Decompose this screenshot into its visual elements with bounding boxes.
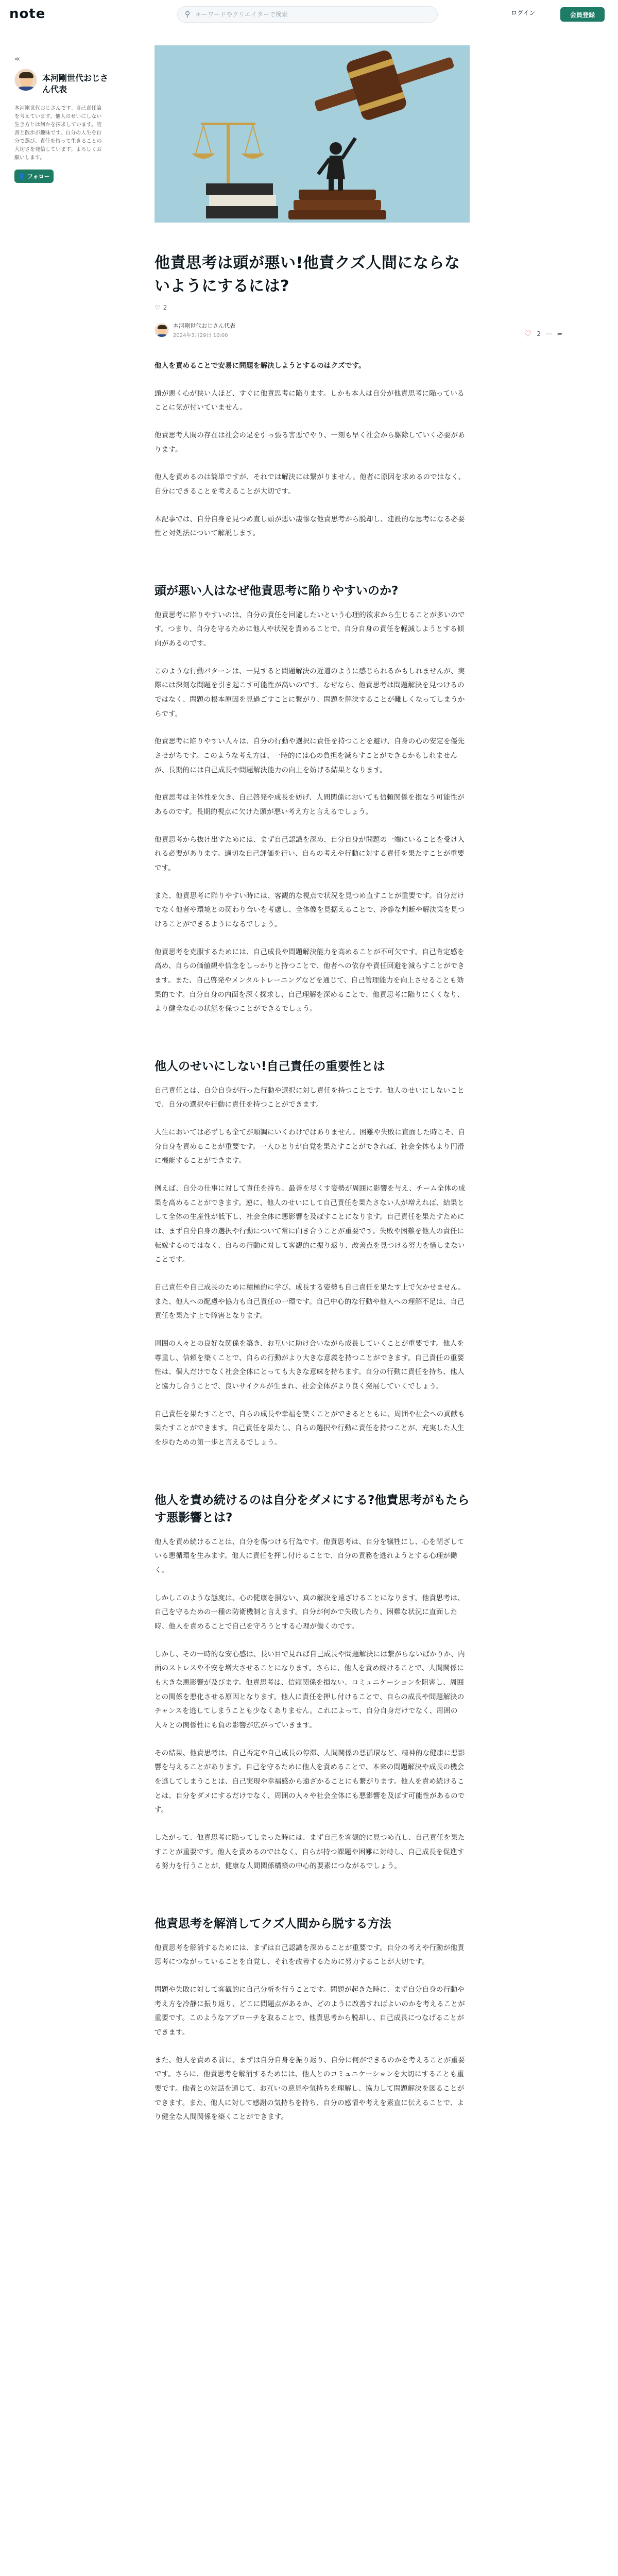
follow-label: フォロー	[27, 173, 50, 180]
article-body	[154, 359, 470, 2125]
more-icon[interactable]: ⋯	[545, 330, 552, 337]
paragraph: しかしこのような態度は、心の健康を損ない、真の解決を遠ざけることになります。他責思考は、自己を守るための一種の防衛機制と言えます。自分が何かで失敗したり、困難な状況に直面した時、他人を責めることで自己を守ろうとする心理が働くのです。	[154, 1594, 465, 1631]
paragraph: 自己責任や自己成長のために積極的に学び、成長する姿勢も自己責任を果たす上で欠かせません。また、他人への配慮や協力も自己責任の一環です。自己中心的な行動や他人への理解不足は、自己責任を果たす上で障害となります。	[154, 1283, 466, 1320]
author-bio: 本河剛世代おじさんです。自己責任論を考えています。他人のせいにしない生き方とは何かを探求しています。読書と散歩が趣味です。自分の人生を自分で選び、責任を持って生きることの大切さを発信しています。よろしくお願いします。	[14, 106, 102, 161]
paragraph: 他人を責めることで安易に問題を解決しようとするのはクズです。	[154, 362, 366, 370]
paragraph: その結果、他責思考は、自己否定や自己成長の停滞、人間関係の悪循環など、精神的な健康に悪影響を与えることがあります。自己を守るために他人を責めることで、本来の問題解決や成長の機会を逃してしまうことは、自己実現や幸福感から遠ざかることにも繋がります。他人を責め続けることは、自分をダメにするだけでなく、周囲の人々や社会全体にも悪影響を及ぼす可能性があるのです。	[154, 1749, 465, 1815]
paragraph: 頭が悪く心が狭い人ほど、すぐに他責思考に陥ります。しかも本人は自分が他責思考に陥っていることに気が付いていません。	[154, 389, 465, 412]
login-link[interactable]: ログイン	[511, 9, 536, 16]
gavel-scales-illustration	[154, 45, 470, 223]
paragraph: 他責思考に陥りやすい人々は、自分の行動や選択に責任を持つことを避け、自身の心の安定を優先させがちです。このような考え方は、一時的には心の負担を減らすことができるかもしれませんが、長期的には自己成長や問題解決能力の向上を妨げる結果となります。	[154, 737, 465, 774]
paragraph: また、他責思考に陥りやすい時には、客観的な視点で状況を見つめ直すことが重要です。自分だけでなく他者や環境との関わり合いを考慮し、全体像を見据えることで、冷静な判断や解決策を見つけることができるようになるでしょう。	[154, 891, 465, 928]
byline	[154, 321, 470, 338]
paragraph: 本記事では、自分自身を見つめ直し頭が悪い凄惨な他責思考から脱却し、建設的な思考になる必要性と対処法について解説します。	[154, 515, 465, 538]
hero-image	[154, 45, 470, 223]
paragraph: 他責思考に陥りやすいのは、自分の責任を回避したいという心理的欲求から生じることが多いのです。つまり、自分を守るために他人や状況を責めることで、自分自身の責任を軽減しようとする傾向があるのです。	[154, 611, 465, 648]
section-heading: 他人のせいにしない!自己責任の重要性とは	[154, 1060, 385, 1073]
paragraph: 他責思考から抜け出すためには、まず自己認識を深め、自分自身が問題の一端にいることを受け入れる必要があります。適切な自己評価を行い、自らの考えや行動に対する責任を果たすことが重要です。	[154, 835, 465, 872]
search-input[interactable]	[195, 11, 411, 18]
site-header	[0, 0, 618, 29]
paragraph: 自己責任とは、自分自身が行った行動や選択に対し責任を持つことです。他人のせいにしないことで、自分の選択や行動に責任を持つことができます。	[154, 1086, 465, 1109]
paragraph: 例えば、自分の仕事に対して責任を持ち、最善を尽くす姿勢が周囲に影響を与え、チーム全体の成果を高めることができます。逆に、他人のせいにして自己責任を果たさない人が増えれば、結果として全体の生産性が低下し、社会全体に悪影響を及ぼすことになります。自己責任を果たすためには、まず自分自身の選択や行動について常に向き合うことが重要です。失敗や困難を他人の責任に転嫁するのではなく、自らの行動に対して客観的に振り返り、改善点を見つける努力を惜しまないことです。	[154, 1184, 466, 1264]
share-icon[interactable]: ➦	[557, 330, 563, 337]
paragraph: 他人を責めるのは簡単ですが、それでは解決には繋がりません。他者に原因を求めるのではなく、自分にできることを考えることが大切です。	[154, 473, 466, 496]
paragraph: 他責思考は主体性を欠き、自己啓発や成長を妨げ、人間関係においても信頼関係を損なう可能性があるのです。長期的視点に欠けた頭が悪い考え方と言えるでしょう。	[154, 793, 465, 816]
section-heading: 他人を責め続けるのは自分をダメにする?他責思考がもたらす悪影響とは?	[154, 1493, 470, 1525]
paragraph: 周囲の人々との良好な関係を築き、お互いに助け合いながら成長していくことが重要です。他人を尊重し、信頼を築くことで、自らの行動がより大きな意義を持つことができます。自己責任の重要性は、個人だけでなく社会全体にとっても大きな意味を持ちます。自分の行動に責任を持ち、他人と協力し合うことで、良いサイクルが生まれ、社会全体がより良く発展していくでしょう。	[154, 1339, 465, 1391]
section-heading: 頭が悪い人はなぜ他責思考に陥りやすいのか?	[154, 584, 399, 598]
follow-button[interactable]	[14, 170, 54, 183]
author-avatar[interactable]	[14, 69, 37, 91]
heart-outline-icon[interactable]: ♡	[154, 304, 160, 311]
paragraph: また、他人を責める前に、まずは自分自身を振り返り、自分に何ができるのかを考えることが重要です。さらに、他責思考を解消するためには、他人とのコミュニケーションを大切にすることも重要です。他者との対話を通じて、お互いの意見や気持ちを理解し、協力して問題解決を図ることができます。また、他人に対して感謝の気持ちを持ち、自分の感情や考えを素直に伝えることで、より健全な人間関係を築くことができます。	[154, 2056, 465, 2122]
person-add-icon: 👤	[18, 173, 26, 180]
paragraph: 自己責任を果たすことで、自らの成長や幸福を築くことができるとともに、周囲や社会への貢献も果たすことができます。自己責任を果たし、自らの選択や行動に責任を持つことが、充実した人生を歩むための第一歩と言えるでしょう。	[154, 1410, 465, 1447]
paragraph: しかし、その一時的な安心感は、長い目で見れば自己成長や問題解決には繋がらないばかりか、内面のストレスや不安を増大させることになります。さらに、他人を責め続けることで、人間関係にも大きな悪影響が及びます。他責思考は、信頼関係を損ない、コミュニケーションを阻害し、周囲との関係を悪化させる原因となります。他人に責任を押し付けることで、自らの成長や問題解決のチャンスを逃してしまうことも少なくありません。これによって、自分自身だけでなく、周囲の人々との関係性にも負の影響が広がっていきます。	[154, 1650, 465, 1730]
paragraph: このような行動パターンは、一見すると問題解決の近道のように感じられるかもしれませんが、実際には深刻な問題を引き起こす可能性が高いのです。なぜなら、他責思考は問題解決を見つけるのではなく、問題の根本原因を見過ごすことに繋がり、問題を解決することが難しくなってしまうからです。	[154, 667, 465, 718]
author-name[interactable]: 本河剛世代おじさん代表	[42, 73, 109, 95]
note-logo[interactable]: note	[9, 6, 46, 22]
paragraph: 他人を責め続けることは、自分を傷つける行為です。他責思考は、自分を犠牲にし、心を閉ざしている悪循環を生みます。他人に責任を押し付けることで、自分の責務を逃れようとする心理が働く。	[154, 1537, 465, 1574]
paragraph: 他責思考を克服するためには、自己成長や問題解決能力を高めることが不可欠です。自己肯定感を高め、自らの価値観や信念をしっかりと持つことで、他者への依存や責任回避を減らすことができます。また、自己啓発やメンタルトレーニングなどを通じて、自己管理能力を向上させることも効果的です。自分自身の内面を深く探求し、自己理解を深めることで、他責思考に陥りにくくなり、より健全な心の状態を保つことができるでしょう。	[154, 947, 465, 1013]
paragraph: 人生においては必ずしも全てが順調にいくわけではありません。困難や失敗に直面した時こそ、自分自身を責めることが重要です。一人ひとりが自覚を果たすことができれば、社会全体もより円滑に機能することができます。	[154, 1128, 466, 1165]
paragraph: 問題や失敗に対して客観的に自己分析を行うことです。問題が起きた時に、まず自分自身の行動や考え方を冷静に振り返り、どこに問題点があるか、どのように改善すればよいのかを考えることが重要です。このようなアプローチを取ることで、他責思考から脱却し、自己成長につなげることができます。	[154, 1985, 465, 2037]
like-row	[154, 304, 470, 311]
article-title: 他責思考は頭が悪い!他責クズ人間にならないようにするには?	[154, 254, 460, 295]
author-sidebar	[14, 56, 123, 183]
search-icon: ⚲	[185, 10, 191, 19]
article-main	[154, 45, 470, 2138]
byline-date: 2024年3月29日 10:00	[173, 333, 228, 338]
section-heading: 他責思考を解消してクズ人間から脱する方法	[154, 1917, 391, 1931]
like-count-top: 2	[163, 304, 167, 311]
signup-button[interactable]: 会員登録	[560, 7, 605, 22]
paragraph: したがって、他責思考に陥ってしまった時には、まず自己を客観的に見つめ直し、自己責任を果たすことが重要です。他人を責めるのではなく、自らが持つ課題や困難に対峙し、自己成長を促進する努力を行うことが、健康な人間関係構築の中心的要素につながるでしょう。	[154, 1834, 465, 1871]
byline-avatar[interactable]	[154, 323, 169, 337]
like-count: 2	[537, 330, 541, 337]
paragraph: 他責思考を解消するためには、まずは自己認識を深めることが重要です。自分の考えや行動が他責思考につながっていることを自覚し、それを改善するために努力することが大切です。	[154, 1943, 465, 1967]
byline-author[interactable]: 本河剛世代おじさん代表	[173, 323, 235, 329]
paragraph: 他責思考人間の存在は社会の足を引っ張る害悪でやり、一刻も早く社会から駆除していく必要があります。	[154, 431, 465, 454]
heart-icon[interactable]: ♡	[524, 329, 532, 338]
back-link[interactable]: ≪	[14, 56, 21, 62]
floating-actions	[524, 329, 562, 338]
search-box[interactable]	[177, 6, 438, 23]
